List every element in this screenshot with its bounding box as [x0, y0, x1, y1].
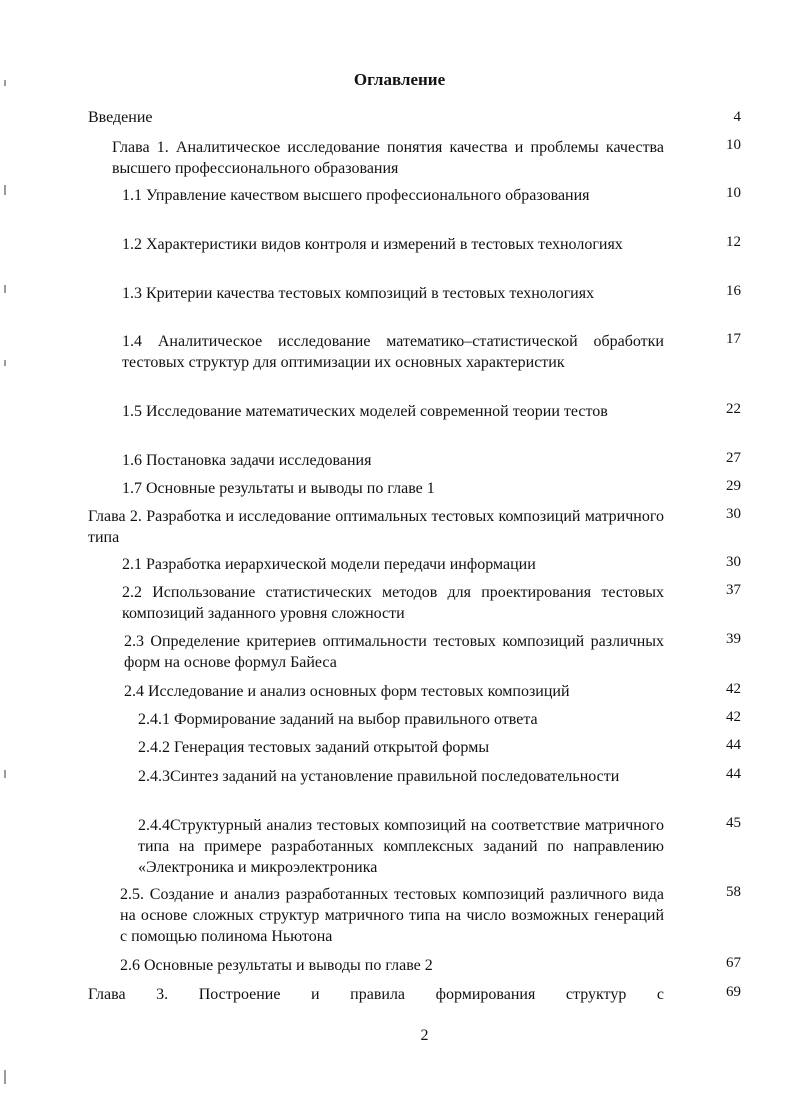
- toc-entry[interactable]: 1.1 Управление качеством высшего профессионального образования: [122, 187, 590, 204]
- toc-entry[interactable]: Глава 3. Построение и правила формирования структур с: [88, 986, 664, 1003]
- toc-entry[interactable]: 1.4 Аналитическое исследование математико–статистической обработки тестовых структур для оптимизации их основных характеристик: [122, 333, 664, 371]
- scan-artifact: [4, 185, 6, 195]
- toc-entry[interactable]: 1.7 Основные результаты и выводы по главе 1: [122, 480, 435, 497]
- toc-entry[interactable]: 1.5 Исследование математических моделей современной теории тестов: [122, 403, 608, 420]
- scan-artifact: [4, 360, 6, 366]
- toc-entry[interactable]: 1.2 Характеристики видов контроля и измерений в тестовых технологиях: [122, 236, 623, 253]
- toc-entry[interactable]: 1.6 Постановка задачи исследования: [122, 452, 372, 469]
- toc-page-number: 22: [726, 401, 741, 417]
- page-footer-number: 2: [420, 1027, 429, 1044]
- toc-entry[interactable]: 2.5. Создание и анализ разработанных тестовых композиций различного вида на основе сложных структур матричного типа на число возможных генераций с помощью полинома Ньютона: [120, 886, 664, 945]
- toc-entry[interactable]: 2.4.1 Формирование заданий на выбор правильного ответа: [138, 711, 538, 728]
- toc-page-number: 30: [726, 554, 741, 570]
- toc-entry[interactable]: 1.3 Критерии качества тестовых композиций в тестовых технологиях: [122, 285, 595, 302]
- toc-entry[interactable]: 2.3 Определение критериев оптимальности тестовых композиций различных форм на основе формул Байеса: [124, 633, 664, 671]
- toc-page-number: 17: [726, 331, 741, 347]
- toc-entry[interactable]: 2.4.2 Генерация тестовых заданий открытой формы: [138, 739, 490, 756]
- toc-page-number: 4: [733, 109, 741, 125]
- toc-page-number: 67: [726, 955, 741, 971]
- toc-page-number: 44: [726, 766, 741, 782]
- toc-page-number: 69: [726, 984, 741, 1000]
- toc-entry[interactable]: Глава 1. Аналитическое исследование понятия качества и проблемы качества высшего профессионального образования: [112, 139, 664, 177]
- toc-entry[interactable]: 2.4.3Синтез заданий на установление правильной последовательности: [138, 768, 620, 785]
- toc-page-number: 12: [726, 234, 741, 250]
- toc-entry[interactable]: 2.4 Исследование и анализ основных форм тестовых композиций: [124, 683, 570, 700]
- toc-page-number: 16: [726, 283, 741, 299]
- scan-artifact: [4, 770, 6, 778]
- toc-page-number: 10: [726, 185, 741, 201]
- toc-entry[interactable]: 2.2 Использование статистических методов для проектирования тестовых композиций заданного уровня сложности: [122, 584, 664, 622]
- toc-page-number: 29: [726, 478, 741, 494]
- toc-page-number: 42: [726, 681, 741, 697]
- toc-page-number: 37: [726, 582, 741, 598]
- toc-page-number: 39: [726, 631, 741, 647]
- toc-entry[interactable]: 2.6 Основные результаты и выводы по главе 2: [120, 957, 433, 974]
- toc-page-number: 45: [726, 815, 741, 831]
- toc-entry[interactable]: Глава 2. Разработка и исследование оптимальных тестовых композиций матричного типа: [88, 508, 664, 546]
- toc-entry[interactable]: 2.1 Разработка иерархической модели передачи информации: [122, 556, 536, 573]
- scan-artifact: [4, 285, 6, 293]
- toc-page-number: 44: [726, 737, 741, 753]
- toc-page-number: 42: [726, 709, 741, 725]
- toc-entry[interactable]: 2.4.4Структурный анализ тестовых композиций на соответствие матричного типа на примере разработанных комплексных заданий по направлению «Электроника и микроэлектроника: [138, 817, 664, 876]
- page-title: Оглавление: [353, 70, 446, 89]
- toc-page-number: 10: [726, 137, 741, 153]
- toc-page-number: 27: [726, 450, 741, 466]
- toc-entry[interactable]: Введение: [88, 109, 153, 126]
- toc-page-number: 58: [726, 884, 741, 900]
- scan-artifact: [4, 1070, 6, 1084]
- scan-artifact: [4, 80, 6, 86]
- toc-page-number: 30: [726, 506, 741, 522]
